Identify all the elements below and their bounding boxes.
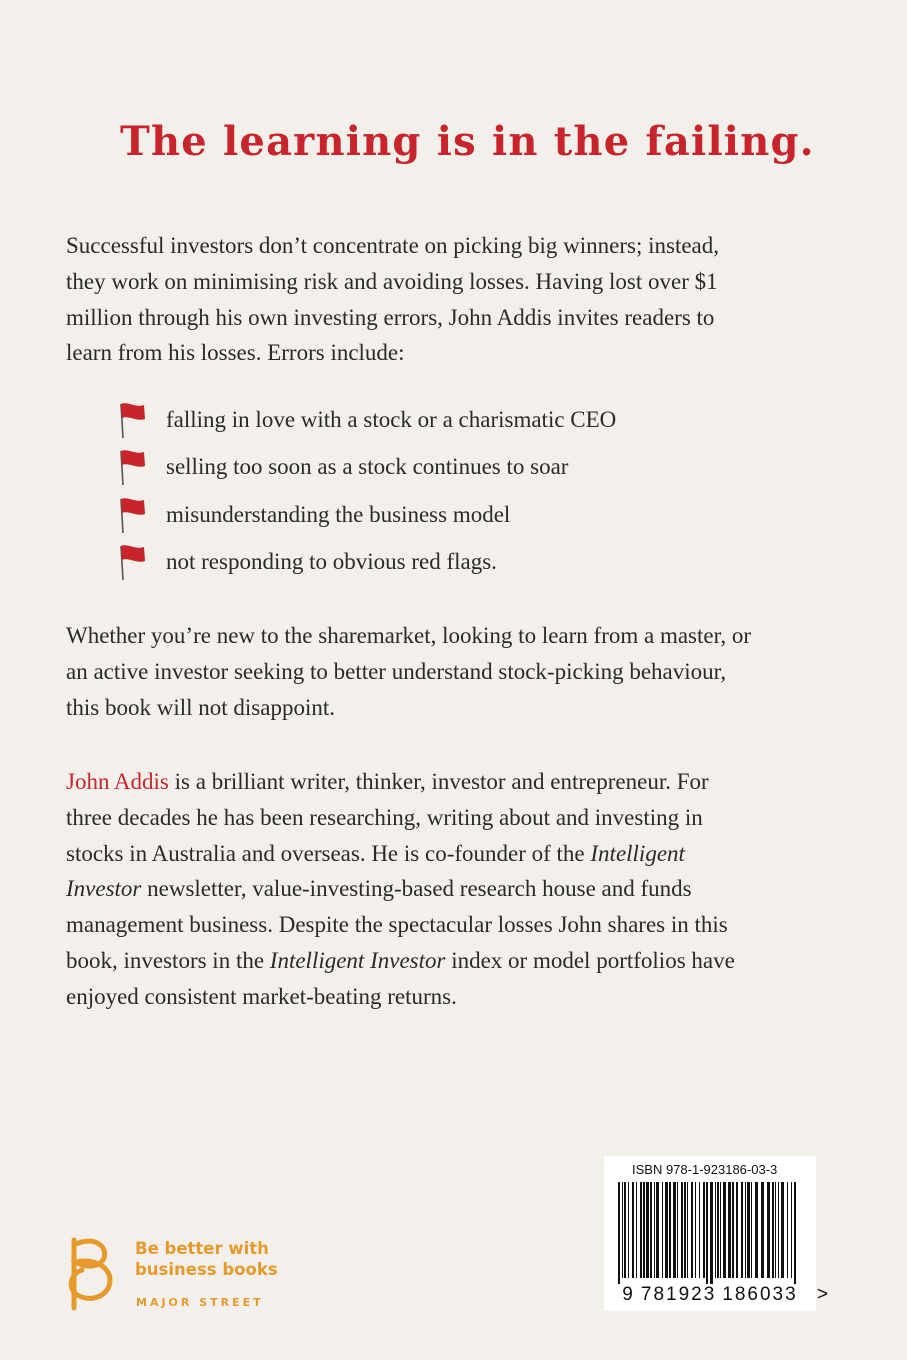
- intro-paragraph: Successful investors don’t concentrate on picking big winners; instead, they work on minimising risk and avoiding losses. Having lost over $1 million through his own investing errors, John Addis invites readers to learn from his losses. Errors include:: [66, 233, 720, 366]
- barcode-bar: [681, 1182, 683, 1278]
- publisher-logo-icon: [64, 1234, 124, 1312]
- barcode-bar: [745, 1182, 746, 1278]
- barcode-bar: [677, 1182, 678, 1278]
- barcode-icon: [616, 1182, 802, 1284]
- barcode-bar: [618, 1182, 620, 1284]
- barcode-bar: [624, 1182, 626, 1278]
- barcode-panel: [604, 1156, 828, 1311]
- barcode-digit-group: 781923: [640, 1284, 717, 1305]
- barcode-bar: [654, 1182, 655, 1278]
- barcode-bar: [643, 1182, 645, 1278]
- list-item: [116, 491, 756, 539]
- barcode-bar: [715, 1182, 716, 1278]
- list-item: [116, 539, 756, 587]
- closing-paragraph: Whether you’re new to the sharemarket, looking to learn from a master, or an active investor seeking to better understand stock-picking behaviour, this book will not disappoint.: [66, 623, 751, 720]
- barcode-bar: [710, 1182, 713, 1284]
- isbn-label: ISBN 978-1-923186-03-3: [632, 1162, 778, 1177]
- barcode-bar: [775, 1182, 776, 1278]
- headline: The learning is in the failing.: [120, 118, 815, 165]
- barcode-bar: [767, 1182, 770, 1278]
- author-bio: [66, 764, 756, 1015]
- barcode-bar: [650, 1182, 652, 1278]
- barcode-bar: [691, 1182, 693, 1278]
- barcode-bar: [747, 1182, 750, 1278]
- barcode-bar: [728, 1182, 731, 1278]
- barcode-bar: [656, 1182, 659, 1278]
- publisher-name: MAJOR STREET: [136, 1296, 264, 1309]
- barcode-bar: [761, 1182, 764, 1278]
- barcode-bar: [732, 1182, 734, 1278]
- barcode-bar: [665, 1182, 668, 1278]
- red-flag-icon: [116, 400, 150, 440]
- barcode-bar: [717, 1182, 719, 1278]
- barcode-bar: [772, 1182, 774, 1278]
- barcode-bar: [684, 1182, 686, 1278]
- errors-list: [116, 396, 756, 586]
- barcode-bar: [636, 1182, 637, 1278]
- barcode-bar: [741, 1182, 743, 1278]
- barcode-bar: [751, 1182, 752, 1278]
- publication-name: Intelligent Investor: [66, 840, 685, 902]
- barcode-bar: [640, 1182, 642, 1278]
- error-item-text: selling too soon as a stock continues to soar: [166, 454, 569, 480]
- barcode-bar: [673, 1182, 676, 1278]
- barcode-bar: [622, 1182, 623, 1278]
- barcode-bar: [632, 1182, 634, 1278]
- barcode-bar: [787, 1182, 788, 1278]
- tagline-line: Be better with: [135, 1239, 269, 1258]
- publisher-tagline: [135, 1238, 278, 1280]
- barcode-bar: [794, 1182, 796, 1284]
- barcode-bar: [662, 1182, 663, 1278]
- bio-text: index or model portfolios have enjoyed consistent market-beating returns.: [66, 947, 735, 1009]
- barcode-arrow: >: [816, 1284, 828, 1305]
- error-item-text: misunderstanding the business model: [166, 501, 511, 527]
- red-flag-icon: [116, 495, 150, 535]
- barcode-bar: [706, 1182, 708, 1284]
- error-item-text: not responding to obvious red flags.: [166, 549, 497, 575]
- barcode-bar: [703, 1182, 705, 1278]
- barcode-digits: [604, 1284, 816, 1306]
- publication-name: Intelligent Investor: [269, 947, 446, 973]
- barcode-bar: [695, 1182, 696, 1278]
- barcode-bar: [699, 1182, 700, 1278]
- barcode-bar: [791, 1182, 792, 1278]
- barcode-bar: [646, 1182, 649, 1278]
- barcode-bar: [736, 1182, 738, 1278]
- tagline-line: business books: [135, 1260, 278, 1279]
- bio-text: is a brilliant writer, thinker, investor and entrepreneur. For three decades he has been researching, writing about and investing in stocks in Australia and overseas. He is co-founder of the: [66, 769, 709, 866]
- author-name: John Addis: [66, 769, 169, 794]
- red-flag-icon: [116, 542, 150, 582]
- barcode-bar: [778, 1182, 779, 1278]
- barcode-bar: [628, 1182, 629, 1278]
- barcode-bar: [687, 1182, 688, 1278]
- barcode-bar: [781, 1182, 784, 1278]
- list-item: [116, 396, 756, 444]
- barcode-digit-group: 186033: [722, 1284, 798, 1305]
- list-item: [116, 444, 756, 492]
- barcode-digit-group: 9: [622, 1284, 635, 1305]
- red-flag-icon: [116, 447, 150, 487]
- barcode-bar: [720, 1182, 721, 1278]
- barcode-bar: [755, 1182, 758, 1278]
- barcode-bar: [723, 1182, 726, 1278]
- error-item-text: falling in love with a stock or a charismatic CEO: [166, 406, 617, 432]
- barcode-bar: [669, 1182, 671, 1278]
- bio-text: newsletter, value-investing-based research house and funds management business. Despite the spectacular losses John shares in this book, investors in the: [66, 876, 728, 973]
